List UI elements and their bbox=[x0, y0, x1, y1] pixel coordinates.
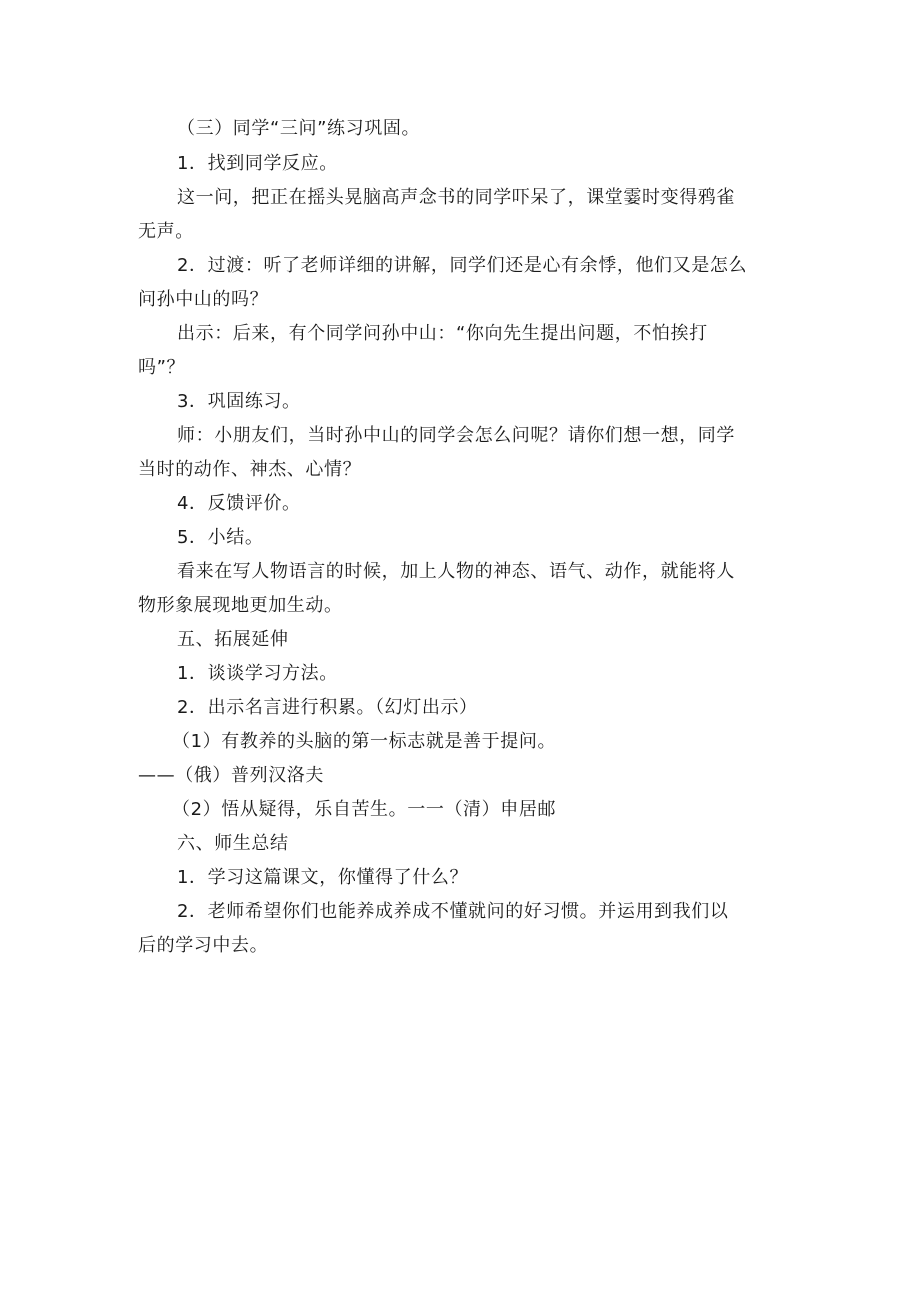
paragraph-line: 2．老师希望你们也能养成养成不懂就问的好习惯。并运用到我们以 bbox=[177, 901, 729, 922]
quote-line: （1）有教养的头脑的第一标志就是善于提问。 bbox=[172, 731, 557, 752]
quote-line: （2）悟从疑得，乐自苦生。一一（清）申居邮 bbox=[172, 799, 557, 820]
quote-attribution: ——（俄）普列汉洛夫 bbox=[138, 765, 324, 786]
paragraph-line: 5．小结。 bbox=[177, 527, 264, 548]
paragraph-line: 出示：后来，有个同学问孙中山：“你向先生提出问题，不怕挨打 bbox=[177, 323, 708, 344]
paragraph-line: 这一问，把正在摇头晃脑高声念书的同学吓呆了，课堂霎时变得鸦雀 bbox=[177, 187, 735, 208]
section-heading-extension: 五、拓展延伸 bbox=[177, 629, 289, 650]
paragraph-line: 无声。 bbox=[138, 221, 194, 242]
paragraph-line: 2．出示名言进行积累。（幻灯出示） bbox=[177, 697, 478, 718]
paragraph-line: 后的学习中去。 bbox=[138, 935, 269, 956]
paragraph-line: 物形象展现地更加生动。 bbox=[138, 595, 343, 616]
paragraph-line: 问孙中山的吗？ bbox=[138, 289, 269, 310]
paragraph-line: 3．巩固练习。 bbox=[177, 391, 301, 412]
paragraph-line: 1．找到同学反应。 bbox=[177, 153, 338, 174]
section-heading-three-questions: （三）同学“三问”练习巩固。 bbox=[177, 118, 421, 139]
paragraph-line: 1．学习这篇课文，你懂得了什么？ bbox=[177, 867, 469, 888]
paragraph-line: 4．反馈评价。 bbox=[177, 493, 301, 514]
paragraph-line: 吗”？ bbox=[138, 357, 186, 378]
paragraph-line: 当时的动作、神杰、心情？ bbox=[138, 459, 362, 480]
paragraph-line: 2．过渡：听了老师详细的讲解，同学们还是心有余悸，他们又是怎么 bbox=[177, 255, 748, 276]
paragraph-line: 师：小朋友们，当时孙中山的同学会怎么问呢？请你们想一想，同学 bbox=[177, 425, 735, 446]
paragraph-line: 1．谈谈学习方法。 bbox=[177, 663, 338, 684]
section-heading-summary: 六、师生总结 bbox=[177, 833, 289, 854]
paragraph-line: 看来在写人物语言的时候，加上人物的神态、语气、动作，就能将人 bbox=[177, 561, 735, 582]
